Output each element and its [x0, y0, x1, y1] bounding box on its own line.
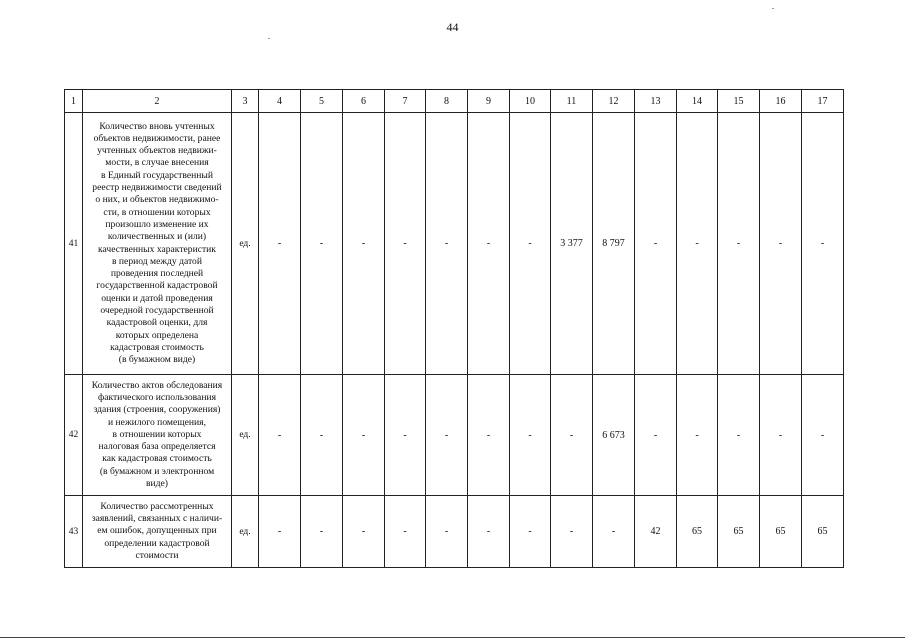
value-cell: -	[802, 113, 844, 375]
description-line: мости, в случае внесения	[105, 157, 209, 169]
column-header: 17	[802, 90, 844, 113]
value-cell: -	[760, 375, 802, 496]
description-line: оценки и датой проведения	[101, 292, 213, 304]
column-header: 5	[301, 90, 343, 113]
value-cell: -	[301, 113, 343, 375]
value-cell: -	[426, 113, 468, 375]
value-cell: -	[468, 496, 510, 568]
value-cell: 42	[635, 496, 677, 568]
row-description	[83, 113, 232, 375]
value-cell: -	[385, 113, 426, 375]
value-cell: 8 797	[593, 113, 635, 375]
value-cell: -	[593, 496, 635, 568]
row-unit: ед.	[232, 113, 259, 375]
description-line: объектов недвижимости, ранее	[93, 132, 221, 144]
description-line: здания (строения, сооружения)	[93, 404, 221, 416]
table-body	[65, 113, 844, 568]
value-cell: -	[301, 496, 343, 568]
value-cell: -	[385, 496, 426, 568]
description-line: стоимости	[135, 549, 179, 561]
table-row	[65, 375, 844, 496]
value-cell: -	[426, 375, 468, 496]
value-cell: -	[718, 375, 760, 496]
description-line: Количество актов обследования	[91, 379, 223, 391]
description-line: и нежилого помещения,	[108, 416, 206, 428]
row-number: 42	[65, 375, 83, 496]
column-header: 10	[510, 90, 551, 113]
description-line: в отношении которых	[112, 428, 202, 440]
column-header: 2	[83, 90, 232, 113]
column-header: 7	[385, 90, 426, 113]
description-line: фактического использования	[97, 391, 216, 403]
description-line: сти, в отношении которых	[103, 206, 211, 218]
row-description	[83, 496, 232, 568]
column-header: 14	[677, 90, 718, 113]
description-line: Количество рассмотренных	[100, 500, 214, 512]
description-line: которых определена	[115, 329, 199, 341]
value-cell: -	[635, 113, 677, 375]
value-cell: -	[510, 496, 551, 568]
value-cell: -	[510, 113, 551, 375]
description-line: количественных и (или)	[107, 231, 207, 243]
description-line: произошло изменение их	[105, 218, 209, 230]
value-cell: -	[510, 375, 551, 496]
header-row	[65, 90, 844, 113]
table-row	[65, 113, 844, 375]
description-line: кадастровой оценки, для	[106, 317, 208, 329]
column-header: 9	[468, 90, 510, 113]
description-line: заявлений, связанных с наличи-	[91, 513, 223, 525]
value-cell: 65	[718, 496, 760, 568]
data-table	[64, 89, 844, 568]
column-header: 11	[551, 90, 593, 113]
description-line: кадастровая стоимость	[110, 341, 204, 353]
column-header: 6	[343, 90, 385, 113]
description-line: определении кадастровой	[104, 537, 210, 549]
column-header: 3	[232, 90, 259, 113]
value-cell: 3 377	[551, 113, 593, 375]
description-line: как кадастровая стоимость	[102, 453, 212, 465]
value-cell: -	[259, 375, 301, 496]
scan-edge-line	[0, 637, 905, 638]
value-cell: -	[468, 113, 510, 375]
value-cell: -	[301, 375, 343, 496]
row-unit: ед.	[232, 375, 259, 496]
description-line: налоговая база определяется	[98, 441, 216, 453]
column-header: 15	[718, 90, 760, 113]
value-cell: 65	[760, 496, 802, 568]
description-line: виде)	[146, 478, 168, 490]
description-line: Количество вновь учтенных	[99, 120, 215, 132]
description-line: очередной государственной	[100, 304, 214, 316]
row-number: 43	[65, 496, 83, 568]
value-cell: -	[468, 375, 510, 496]
page-number: 44	[446, 20, 459, 34]
value-cell: 65	[802, 496, 844, 568]
value-cell: -	[426, 496, 468, 568]
description-line: в период между датой	[112, 255, 202, 267]
column-header: 13	[635, 90, 677, 113]
column-header: 12	[593, 90, 635, 113]
value-cell: -	[677, 113, 718, 375]
value-cell: -	[760, 113, 802, 375]
row-unit: ед.	[232, 496, 259, 568]
value-cell: -	[551, 496, 593, 568]
description-line: ем ошибок, допущенных при	[97, 525, 217, 537]
value-cell: -	[385, 375, 426, 496]
description-line: о них, и объектов недвижимо-	[95, 194, 219, 206]
value-cell: -	[635, 375, 677, 496]
scan-speck	[268, 38, 270, 39]
value-cell: -	[259, 113, 301, 375]
value-cell: 65	[677, 496, 718, 568]
description-line: (в бумажном и электронном	[99, 465, 215, 477]
value-cell: -	[343, 375, 385, 496]
description-line: государственной кадастровой	[96, 280, 218, 292]
value-cell: 6 673	[593, 375, 635, 496]
column-header: 8	[426, 90, 468, 113]
value-cell: -	[551, 375, 593, 496]
row-number: 41	[65, 113, 83, 375]
value-cell: -	[718, 113, 760, 375]
value-cell: -	[802, 375, 844, 496]
description-line: (в бумажном виде)	[118, 354, 196, 366]
description-line: проведения последней	[110, 268, 204, 280]
description-line: учтенных объектов недвижи-	[97, 145, 217, 157]
value-cell: -	[259, 496, 301, 568]
column-header: 1	[65, 90, 83, 113]
value-cell: -	[343, 113, 385, 375]
description-line: качественных характеристик	[98, 243, 216, 255]
description-line: реестр недвижимости сведений	[92, 182, 222, 194]
row-description	[83, 375, 232, 496]
scan-speck	[772, 8, 774, 9]
value-cell: -	[343, 496, 385, 568]
column-header: 4	[259, 90, 301, 113]
column-header: 16	[760, 90, 802, 113]
table-row	[65, 496, 844, 568]
value-cell: -	[677, 375, 718, 496]
description-line: в Единый государственный	[101, 169, 213, 181]
